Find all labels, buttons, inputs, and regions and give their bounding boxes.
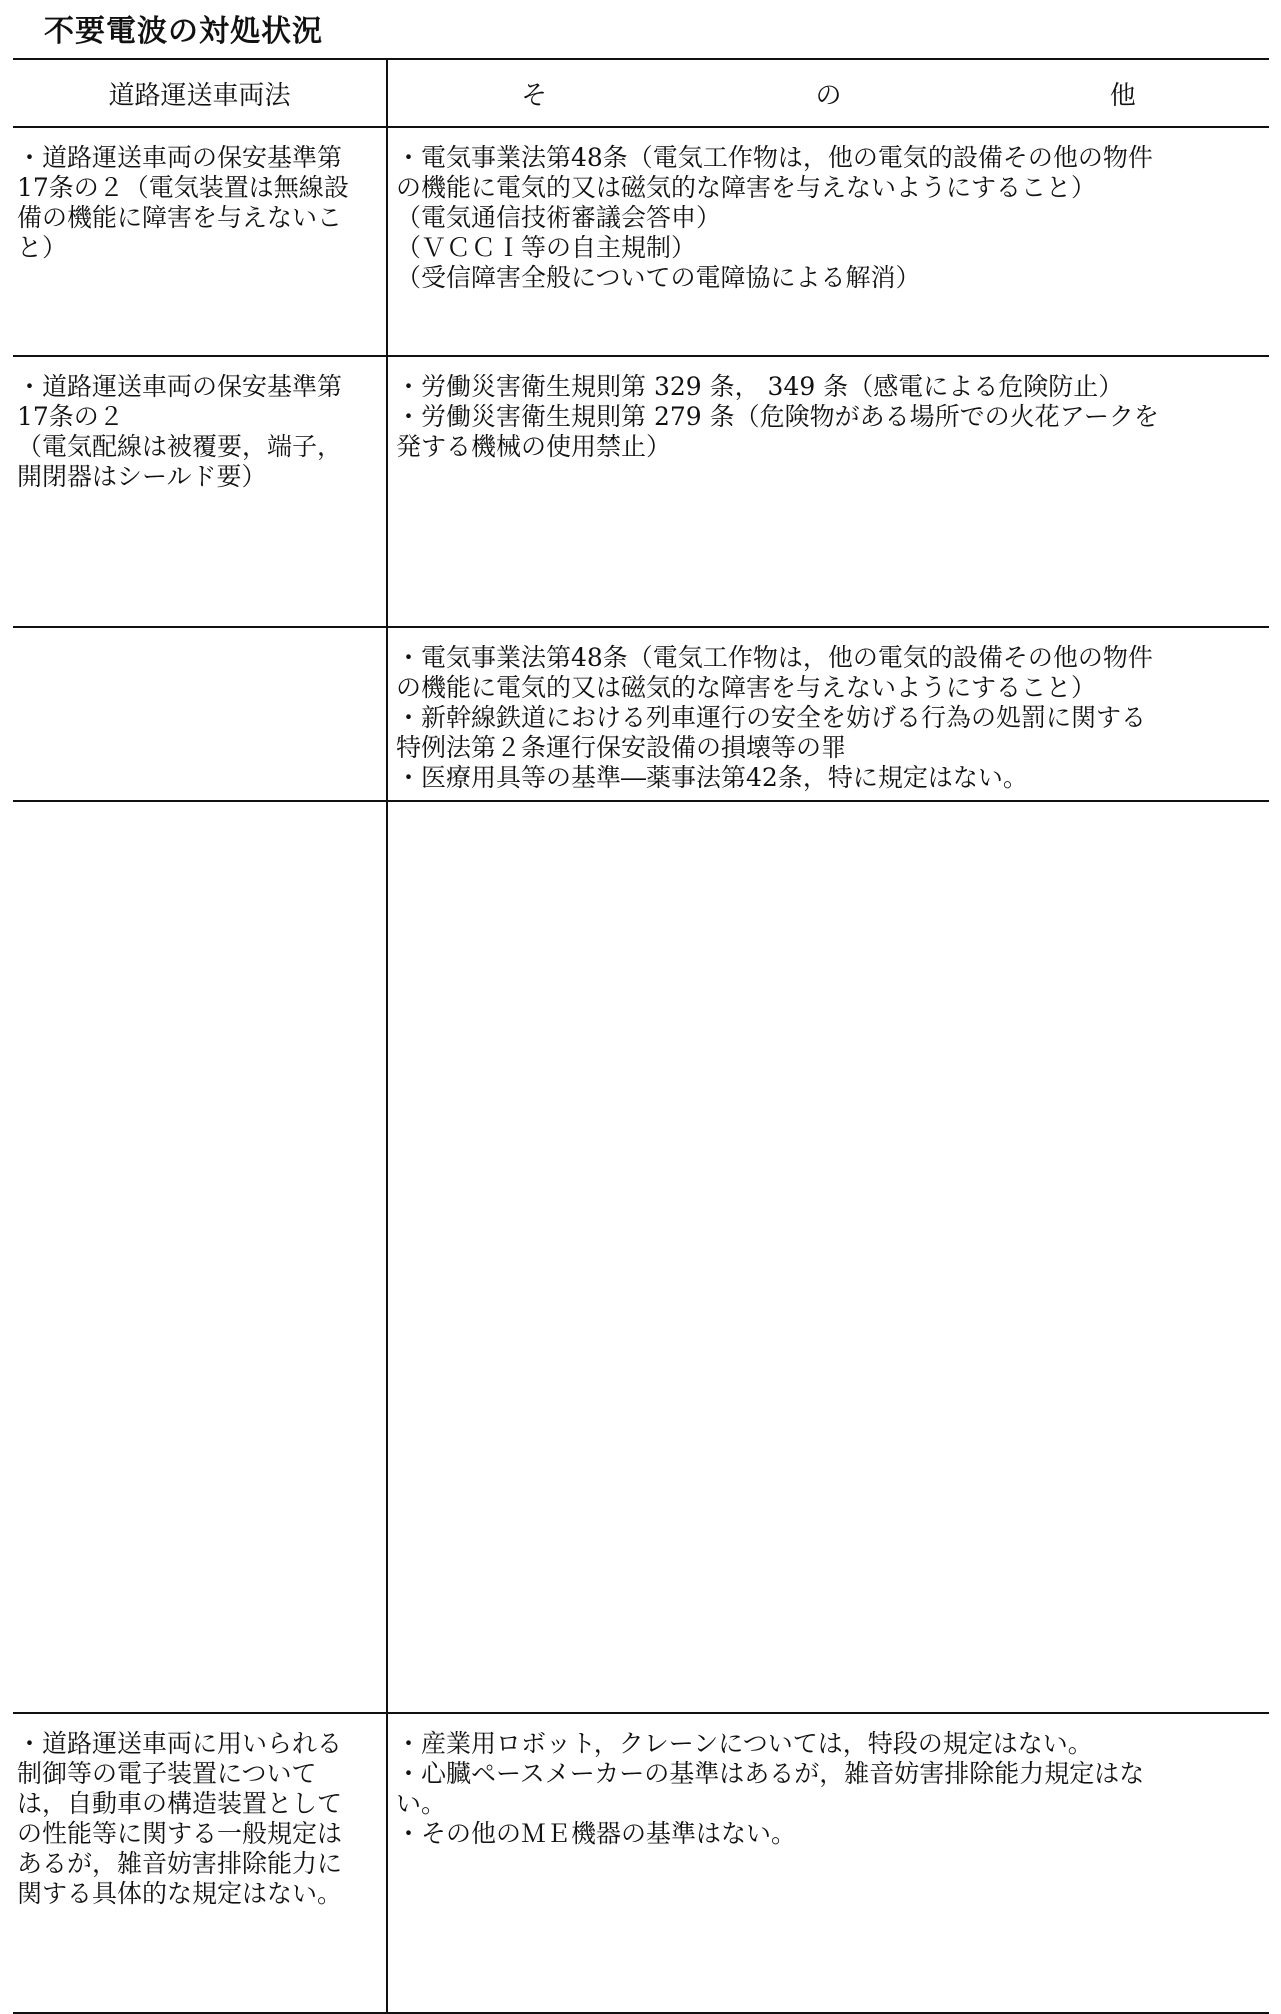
road-law-cell: [13, 127, 387, 356]
other-cell: [387, 356, 1269, 627]
table-row: [13, 627, 1269, 801]
cell-line: の性能等に関する一般規定は: [17, 1819, 343, 1848]
cell-line: ・電気事業法第48条（電気工作物は，他の電気的設備その他の物件: [396, 143, 1153, 172]
cell-line: （受信障害全般についての電障協による解消）: [396, 263, 921, 292]
cell-line: 発する機械の使用禁止）: [396, 432, 672, 461]
cell-line: は，自動車の構造装置として: [17, 1789, 343, 1818]
header-road-transport-law: [13, 59, 387, 127]
road-law-cell: [13, 1713, 387, 2013]
cell-line: の機能に電気的又は磁気的な障害を与えないようにすること）: [396, 173, 1097, 202]
cell-line: ・道路運送車両の保安基準第: [17, 143, 343, 172]
table-row: [13, 127, 1269, 356]
cell-line: あるが，雑音妨害排除能力に: [17, 1849, 343, 1878]
cell-line: 特例法第２条運行保安設備の損壊等の罪: [396, 733, 847, 762]
cell-line: 17条の２: [17, 402, 124, 431]
cell-line: ・新幹線鉄道における列車運行の安全を妨げる行為の処罰に関する: [396, 703, 1147, 732]
other-cell: [387, 627, 1269, 801]
cell-line: ・労働災害衛生規則第 279 条（危険物がある場所での火花アークを: [396, 402, 1159, 431]
cell-line: 関する具体的な規定はない。: [17, 1879, 343, 1908]
cell-line: （電気通信技術審議会答申）: [396, 203, 722, 232]
cell-line: ・道路運送車両に用いられる: [17, 1729, 343, 1758]
cell-line: （ＶＣＣＩ等の自主規制）: [396, 233, 697, 262]
cell-line: （電気配線は被覆要，端子，: [17, 432, 343, 461]
road-law-cell: [13, 627, 387, 801]
cell-line: ・産業用ロボット，クレーンについては，特段の規定はない。: [396, 1729, 1093, 1758]
other-cell: [387, 801, 1269, 1713]
cell-line: ・心臓ペースメーカーの基準はあるが，雑音妨害排除能力規定はな: [396, 1759, 1145, 1788]
table-row: [13, 356, 1269, 627]
cell-line: 制御等の電子装置について: [17, 1759, 317, 1788]
cell-line: 開閉器はシールド要）: [17, 462, 267, 491]
header-other: [387, 59, 1269, 127]
header-other-label: そ の 他: [521, 80, 1266, 111]
cell-line: の機能に電気的又は磁気的な障害を与えないようにすること）: [396, 673, 1097, 702]
cell-line: ・労働災害衛生規則第 329 条， 349 条（感電による危険防止）: [396, 372, 1124, 401]
header-road-transport-law-label: 道路運送車両法: [108, 80, 291, 111]
cell-line: ・その他のＭＥ機器の基準はない。: [396, 1819, 797, 1848]
regulation-table: [13, 58, 1269, 2014]
road-law-cell: [13, 356, 387, 627]
cell-line: ・道路運送車両の保安基準第: [17, 372, 343, 401]
cell-line: い。: [396, 1789, 447, 1818]
cell-line: と）: [17, 233, 68, 262]
cell-line: 17条の２（電気装置は無線設: [17, 173, 349, 202]
table-row: [13, 801, 1269, 1713]
cell-line: ・電気事業法第48条（電気工作物は，他の電気的設備その他の物件: [396, 643, 1153, 672]
road-law-cell: [13, 801, 387, 1713]
other-cell: [387, 127, 1269, 356]
cell-line: 備の機能に障害を与えないこ: [17, 203, 343, 232]
table-header-row: [13, 59, 1269, 127]
other-cell: [387, 1713, 1269, 2013]
cell-line: ・医療用具等の基準―薬事法第42条，特に規定はない。: [396, 763, 1028, 792]
page-title: 不要電波の対処状況: [44, 14, 323, 49]
table-row: [13, 1713, 1269, 2013]
